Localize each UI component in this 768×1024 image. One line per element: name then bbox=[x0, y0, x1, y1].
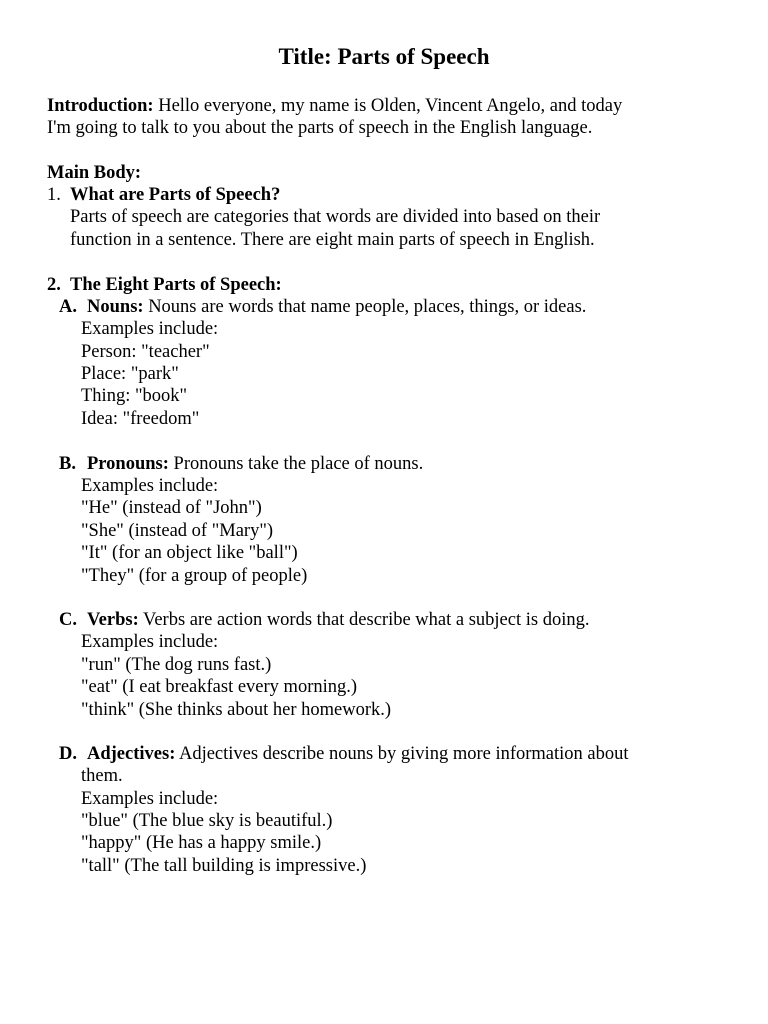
section1-text-1: Parts of speech are categories that words are divided into based on their bbox=[70, 207, 601, 227]
section1-text-2: function in a sentence. There are eight main parts of speech in English. bbox=[70, 230, 595, 250]
verbs-example-line: Examples include: bbox=[81, 632, 219, 652]
verbs-definition-line bbox=[87, 609, 589, 631]
nouns-example-line: Examples include: bbox=[81, 319, 219, 339]
pronouns-definition-line bbox=[87, 453, 423, 475]
section1-number: 1. bbox=[47, 185, 61, 205]
pronouns-letter: B. bbox=[59, 454, 76, 474]
pronouns-example-line: "He" (instead of "John") bbox=[81, 498, 262, 518]
introduction-label: Introduction: bbox=[47, 96, 154, 116]
pronouns-definition: Pronouns take the place of nouns. bbox=[173, 454, 424, 474]
main-body-label: Main Body: bbox=[47, 163, 142, 183]
section1-heading: What are Parts of Speech? bbox=[70, 185, 281, 205]
adjectives-example-line: them. bbox=[81, 766, 123, 786]
adjectives-example-line: "blue" (The blue sky is beautiful.) bbox=[81, 811, 333, 831]
nouns-example-line: Thing: "book" bbox=[81, 386, 188, 406]
adjectives-term: Adjectives: bbox=[87, 744, 176, 764]
verbs-example-line: "eat" (I eat breakfast every morning.) bbox=[81, 677, 358, 697]
nouns-term: Nouns: bbox=[87, 297, 144, 317]
adjectives-letter: D. bbox=[59, 744, 77, 764]
pronouns-example-line: "It" (for an object like "ball") bbox=[81, 543, 298, 563]
section2-heading: The Eight Parts of Speech: bbox=[70, 275, 282, 295]
nouns-example-line: Idea: "freedom" bbox=[81, 409, 200, 429]
adjectives-definition-line bbox=[87, 743, 629, 765]
introduction-text-1: Hello everyone, my name is Olden, Vincent Angelo, and today bbox=[158, 96, 623, 116]
nouns-definition-line bbox=[87, 296, 586, 318]
verbs-term: Verbs: bbox=[87, 610, 139, 630]
introduction-line-1 bbox=[47, 95, 622, 117]
adjectives-example-line: Examples include: bbox=[81, 789, 219, 809]
page-title: Title: Parts of Speech bbox=[278, 44, 490, 69]
pronouns-term: Pronouns: bbox=[87, 454, 169, 474]
adjectives-example-line: "tall" (The tall building is impressive.) bbox=[81, 856, 367, 876]
adjectives-example-line: "happy" (He has a happy smile.) bbox=[81, 833, 322, 853]
introduction-text-2: I'm going to talk to you about the parts of speech in the English language. bbox=[47, 118, 593, 138]
nouns-definition: Nouns are words that name people, places, things, or ideas. bbox=[148, 297, 587, 317]
adjectives-definition: Adjectives describe nouns by giving more information about bbox=[178, 744, 629, 764]
section2-number: 2. bbox=[47, 275, 61, 295]
verbs-definition: Verbs are action words that describe what a subject is doing. bbox=[143, 610, 590, 630]
verbs-example-line: "think" (She thinks about her homework.) bbox=[81, 700, 392, 720]
nouns-example-line: Place: "park" bbox=[81, 364, 179, 384]
verbs-example-line: "run" (The dog runs fast.) bbox=[81, 655, 272, 675]
pronouns-example-line: "They" (for a group of people) bbox=[81, 566, 308, 586]
verbs-letter: C. bbox=[59, 610, 77, 630]
nouns-example-line: Person: "teacher" bbox=[81, 342, 210, 362]
nouns-letter: A. bbox=[59, 297, 77, 317]
pronouns-example-line: "She" (instead of "Mary") bbox=[81, 521, 274, 541]
pronouns-example-line: Examples include: bbox=[81, 476, 219, 496]
